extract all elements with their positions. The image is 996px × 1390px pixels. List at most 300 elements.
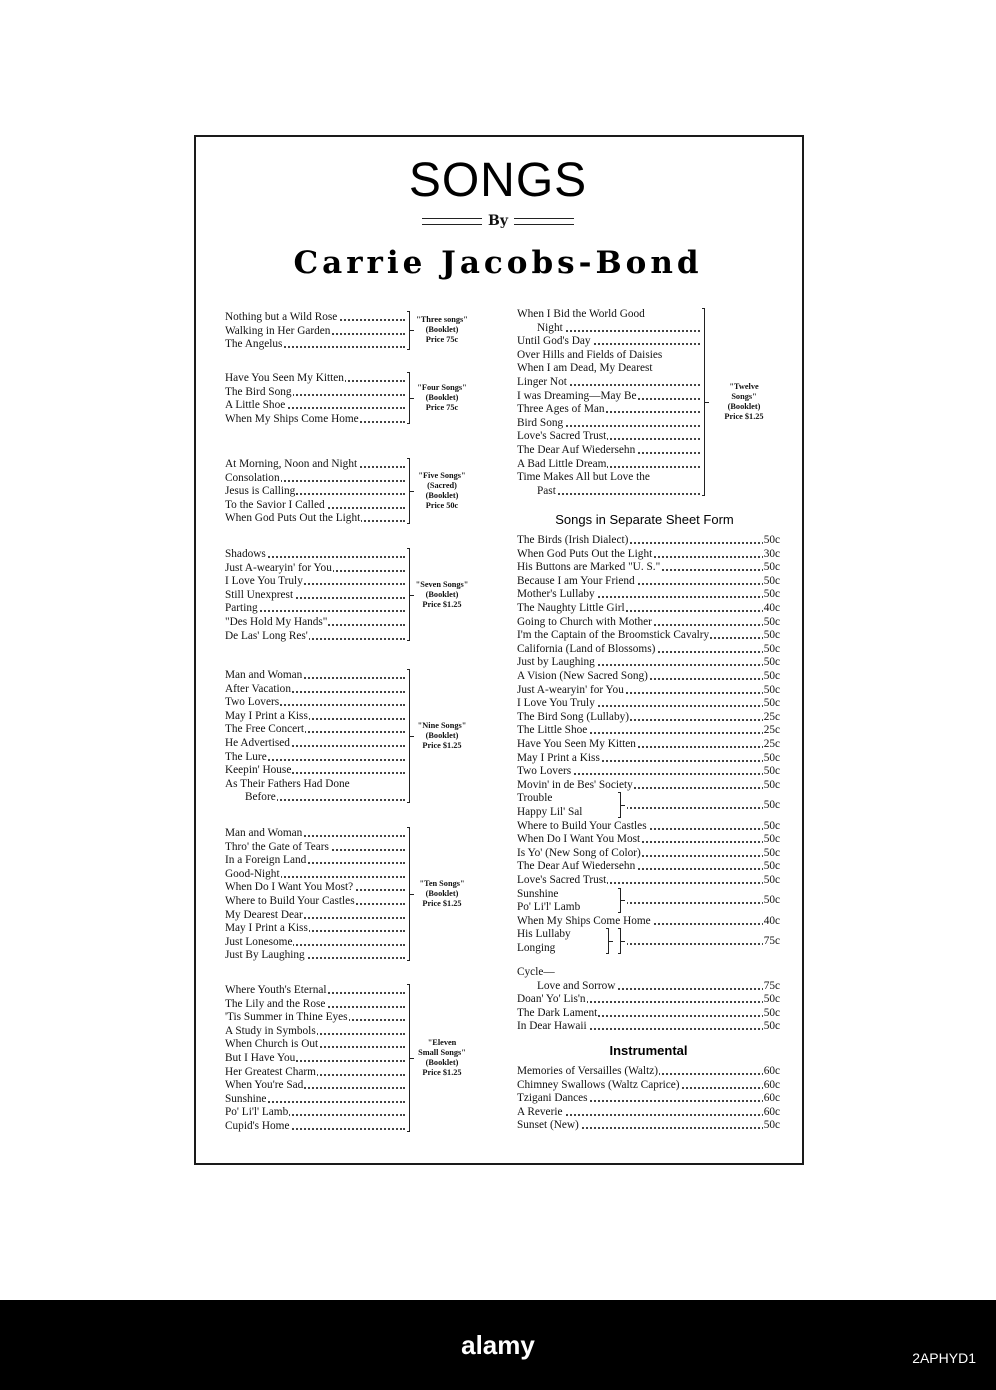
song-item <box>225 948 405 962</box>
booklet-label-line: (Booklet) <box>425 325 459 335</box>
booklet-label-line: (Booklet) <box>425 889 459 898</box>
song-title: Consolation <box>225 471 280 484</box>
song-item <box>225 412 405 426</box>
bracket <box>618 888 621 913</box>
song-title: The Bird Song <box>225 385 292 398</box>
song-item <box>225 983 405 997</box>
song-title: Past <box>537 484 556 497</box>
song-title: The Dark Lament <box>517 1006 598 1019</box>
song-item <box>225 629 405 643</box>
song-title: He Advertised <box>225 737 290 749</box>
song-title: Still Unexprest <box>225 588 294 601</box>
price: 50c <box>763 1119 780 1132</box>
booklet-label <box>397 315 487 345</box>
song-title: Doan' Yo' Lis'n <box>517 993 586 1006</box>
song-title: California (Land of Blossoms) <box>517 642 656 655</box>
song-title: Three Ages of Man <box>517 403 605 416</box>
booklet-label-line: Price $1.25 <box>724 412 764 422</box>
watermark-text: alamy <box>461 1330 535 1360</box>
price: 40c <box>763 602 780 614</box>
booklet-label-line: Price 75c <box>425 403 459 413</box>
song-title: A Vision (New Sacred Song) <box>517 670 648 682</box>
song-item <box>517 683 780 697</box>
song-title: 'Tis Summer in Thine Eyes <box>225 1011 348 1024</box>
song-title: The Dear Auf Wiedersehn <box>517 860 636 873</box>
song-title: De Las' Long Res' <box>225 629 308 642</box>
song-title: Until God's Day <box>517 335 591 348</box>
song-title: Parting <box>225 602 258 615</box>
booklet-label <box>397 1038 487 1078</box>
price: 30c <box>763 547 780 560</box>
song-item <box>225 574 405 588</box>
booklet-label-line: Price 50c <box>425 501 459 510</box>
song-title: Where to Build Your Castles <box>225 895 355 907</box>
song-item <box>225 601 405 615</box>
price: 50c <box>763 819 780 832</box>
booklet-label <box>397 721 487 751</box>
song-title: Keepin' House <box>225 764 292 777</box>
song-item <box>517 375 700 389</box>
song-item <box>225 880 405 894</box>
price: 50c <box>763 561 780 574</box>
price: 50c <box>763 1006 780 1019</box>
song-title: At Morning, Noon and Night <box>225 458 358 470</box>
bracket <box>618 928 621 953</box>
booklet-label-line: Price $1.25 <box>422 899 462 908</box>
song-item <box>225 398 405 412</box>
song-title: In a Foreign Land <box>225 854 307 867</box>
price: 50c <box>763 574 780 587</box>
song-title: When I am Dead, My Dearest <box>517 362 653 375</box>
price: 40c <box>763 914 780 927</box>
song-item <box>517 832 780 846</box>
song-item <box>517 805 607 819</box>
song-item <box>517 710 780 724</box>
song-item <box>517 873 780 887</box>
price: 50c <box>763 629 780 642</box>
song-item <box>517 560 780 574</box>
dot-leader <box>626 943 780 945</box>
song-item <box>517 533 780 547</box>
song-item <box>517 1091 780 1105</box>
song-title: Where to Build Your Castles <box>517 819 647 832</box>
price: 50c <box>763 894 780 907</box>
booklet-label-line: Price $1.25 <box>422 1067 462 1077</box>
booklet-label-line: Price 75c <box>425 335 459 345</box>
booklet-label-line: (Booklet) <box>425 491 459 500</box>
price: 25c <box>763 738 780 750</box>
song-item <box>225 750 405 764</box>
song-item <box>517 696 780 710</box>
song-title: In Dear Hawaii <box>517 1020 587 1033</box>
price: 60c <box>763 1092 780 1105</box>
section-heading: Instrumental <box>609 1043 688 1058</box>
song-title: Po' Li'l' Lamb <box>225 1106 289 1119</box>
song-title <box>626 894 627 906</box>
price: 50c <box>763 534 780 546</box>
shared-price <box>626 934 780 948</box>
song-item <box>225 615 405 629</box>
song-item <box>517 1118 780 1132</box>
song-item <box>225 588 405 602</box>
song-title: When God Puts Out the Light <box>517 547 653 560</box>
song-title: When God Puts Out the Light <box>225 512 361 525</box>
song-title: Sunshine <box>517 887 559 900</box>
song-item <box>517 429 700 443</box>
song-title: Just Lonesome <box>225 935 293 948</box>
song-item <box>517 737 780 751</box>
booklet-label-line: Small Songs" <box>418 1047 466 1057</box>
song-title: As Their Fathers Had Done <box>225 777 350 790</box>
song-title: Have You Seen My Kitten <box>517 738 636 750</box>
song-item <box>517 1078 780 1092</box>
song-item <box>225 471 405 485</box>
song-item <box>225 840 405 854</box>
price: 50c <box>763 874 780 886</box>
dot-leader <box>626 902 780 904</box>
song-item <box>225 894 405 908</box>
song-item <box>537 484 700 498</box>
song-item <box>517 900 607 914</box>
booklet-label-line: "Eleven <box>427 1037 457 1047</box>
song-item <box>517 1064 780 1078</box>
song-title: Walking in Her Garden <box>225 324 331 337</box>
song-item <box>245 790 405 804</box>
song-item <box>225 561 405 575</box>
song-title: Longing <box>517 942 556 954</box>
song-title: Trouble <box>517 792 553 805</box>
song-item <box>225 853 405 867</box>
price: 60c <box>763 1105 780 1118</box>
song-item <box>225 736 405 750</box>
booklet-label <box>699 382 789 422</box>
booklet-label-line: Price $1.25 <box>422 741 462 750</box>
song-item <box>517 1019 780 1033</box>
song-item <box>517 819 780 833</box>
song-item <box>517 348 700 362</box>
decorative-rule <box>514 218 574 225</box>
by-label: By <box>488 213 508 229</box>
song-title: "Des Hold My Hands" <box>225 616 328 628</box>
song-title: Two Lovers <box>517 765 572 778</box>
song-item <box>225 1037 405 1051</box>
song-title: I'm the Captain of the Broomstick Cavalry <box>517 629 710 642</box>
price: 25c <box>763 710 780 723</box>
song-item <box>517 587 780 601</box>
song-title: Good-Night <box>225 867 280 880</box>
song-title: When Church is Out <box>225 1038 319 1051</box>
song-title: Time Makes All but Love the <box>517 471 650 484</box>
booklet-label-line: Songs" <box>731 392 757 402</box>
song-title: When My Ships Come Home <box>517 914 651 927</box>
song-item <box>225 511 405 525</box>
song-title: My Dearest Dear <box>225 908 303 921</box>
song-item <box>225 709 405 723</box>
song-item <box>225 385 405 399</box>
song-item <box>225 484 405 498</box>
song-item <box>517 791 607 805</box>
song-item <box>225 457 405 471</box>
bracket <box>606 928 609 953</box>
shared-price <box>626 893 780 907</box>
price: 50c <box>763 615 780 628</box>
song-item <box>517 941 607 955</box>
song-item <box>225 867 405 881</box>
price: 60c <box>763 1065 780 1077</box>
song-title: I Love You Truly <box>225 575 303 588</box>
cycle-heading: Cycle— <box>517 966 555 978</box>
price: 25c <box>763 724 780 737</box>
song-title: May I Print a Kiss <box>225 922 308 935</box>
song-title <box>626 799 627 811</box>
song-item <box>225 1010 405 1024</box>
song-item <box>225 1024 405 1038</box>
song-item <box>517 751 780 765</box>
booklet-label-line: "Five Songs" <box>418 471 466 480</box>
song-title: But I Have You <box>225 1052 296 1064</box>
song-item <box>225 682 405 696</box>
song-title: Thro' the Gate of Tears <box>225 840 329 853</box>
booklet-label-line: "Three songs" <box>416 315 468 325</box>
song-item <box>517 927 607 941</box>
song-title: A Study in Symbols <box>225 1024 316 1037</box>
song-item <box>517 574 780 588</box>
song-title: Because I am Your Friend <box>517 574 635 587</box>
song-item <box>225 1092 405 1106</box>
song-item <box>225 1105 405 1119</box>
song-item <box>517 1006 780 1020</box>
price: 50c <box>763 846 780 859</box>
song-title: Just By Laughing <box>225 949 305 962</box>
song-title: To the Savior I Called <box>225 498 325 511</box>
price: 60c <box>763 1078 780 1091</box>
booklet-label-line: Price $1.25 <box>422 599 462 609</box>
song-title: Movin' in de Bes' Society <box>517 778 633 791</box>
bracket <box>618 792 621 817</box>
song-item <box>225 498 405 512</box>
booklet-label-line: (Booklet) <box>425 1057 459 1067</box>
song-title: Happy Lil' Sal <box>517 806 583 818</box>
song-title: Linger Not <box>517 376 567 388</box>
song-title: A Reverie <box>517 1105 563 1118</box>
song-item <box>517 416 700 430</box>
song-title: Just A-wearyin' for You <box>517 683 624 696</box>
song-item <box>517 992 780 1006</box>
song-title: Chimney Swallows (Waltz Caprice) <box>517 1078 680 1091</box>
song-item <box>517 628 780 642</box>
song-item <box>225 668 405 682</box>
song-title: The Bird Song (Lullaby) <box>517 710 630 723</box>
song-title: Man and Woman <box>225 827 303 839</box>
song-title: Before <box>245 791 276 804</box>
song-title: May I Print a Kiss <box>225 709 308 722</box>
booklet-label <box>397 580 487 610</box>
image-id: 2APHYD1 <box>912 1350 976 1366</box>
song-title: The Dear Auf Wiedersehn <box>517 444 636 456</box>
price: 50c <box>763 751 780 764</box>
song-title: I was Dreaming—May Be <box>517 389 637 402</box>
song-title <box>626 935 627 947</box>
song-title: Just by Laughing <box>517 656 595 669</box>
song-title: Shadows <box>225 548 266 560</box>
section-heading: Songs in Separate Sheet Form <box>555 512 734 527</box>
song-title: Tzigani Dances <box>517 1092 588 1105</box>
booklet-label-line: (Booklet) <box>727 402 761 412</box>
song-title: After Vacation <box>225 682 291 695</box>
song-item <box>537 321 700 335</box>
song-title: Mother's Lullaby <box>517 588 595 601</box>
decorative-rule <box>422 218 482 225</box>
watermark-banner <box>0 1300 996 1390</box>
song-item <box>517 669 780 683</box>
song-item <box>225 763 405 777</box>
song-item <box>225 371 405 385</box>
booklet-label-line: (Booklet) <box>425 589 459 599</box>
song-item <box>537 979 780 993</box>
song-title: Two Lovers <box>225 696 280 709</box>
song-title: When My Ships Come Home <box>225 412 359 425</box>
song-title: His Buttons are Marked "U. S." <box>517 561 661 574</box>
song-item <box>517 361 700 375</box>
song-title: The Birds (Irish Dialect) <box>517 534 629 546</box>
song-item <box>225 324 405 338</box>
price: 50c <box>763 778 780 791</box>
price: 50c <box>763 765 780 778</box>
song-title: Night <box>537 321 563 334</box>
booklet-label-line: (Booklet) <box>425 393 459 403</box>
song-item <box>225 908 405 922</box>
song-item <box>225 1051 405 1065</box>
booklet-label-line: "Nine Songs" <box>417 721 467 730</box>
price: 50c <box>763 656 780 669</box>
booklet-label-line: (Sacred) <box>427 481 457 490</box>
booklet-label-line: "Four Songs" <box>417 383 467 393</box>
song-item <box>517 334 700 348</box>
song-item <box>225 547 405 561</box>
booklet-label-line: "Twelve <box>729 382 759 392</box>
song-item <box>517 601 780 615</box>
song-title: His Lullaby <box>517 928 571 941</box>
song-title: Love's Sacred Trust <box>517 430 607 443</box>
song-title: When You're Sad <box>225 1079 304 1092</box>
song-title: The Lily and the Rose <box>225 997 326 1010</box>
dot-leader <box>626 807 780 809</box>
song-item <box>517 914 780 928</box>
page-title: SONGS <box>408 154 588 207</box>
song-title: The Naughty Little Girl <box>517 602 625 614</box>
song-title: Her Greatest Charm <box>225 1065 316 1078</box>
song-item <box>225 1065 405 1079</box>
song-title: Nothing but a Wild Rose <box>225 311 338 323</box>
song-title: Cupid's Home <box>225 1120 290 1132</box>
song-title: Love's Sacred Trust <box>517 874 607 886</box>
booklet-label-line: "Ten Songs" <box>419 879 465 888</box>
booklet-label <box>397 879 487 909</box>
song-title: A Bad Little Dream <box>517 457 607 470</box>
price: 50c <box>763 1020 780 1033</box>
price: 50c <box>763 860 780 873</box>
song-title: Have You Seen My Kitten <box>225 372 344 384</box>
song-item <box>517 615 780 629</box>
song-item <box>225 1078 405 1092</box>
song-item <box>517 547 780 561</box>
shared-price <box>626 798 780 812</box>
price: 75c <box>763 979 780 992</box>
song-title: A Little Shoe <box>225 399 286 412</box>
song-title: Sunset (New) <box>517 1119 579 1132</box>
song-title: When Do I Want You Most <box>517 833 641 846</box>
song-title: Going to Church with Mother <box>517 615 652 628</box>
song-item <box>517 457 700 471</box>
song-item <box>517 846 780 860</box>
song-item <box>517 642 780 656</box>
booklet-label-line: (Booklet) <box>425 731 459 740</box>
price: 50c <box>763 993 780 1006</box>
price: 50c <box>763 683 780 696</box>
song-item <box>517 470 700 484</box>
song-item <box>225 921 405 935</box>
price: 50c <box>763 697 780 710</box>
song-item <box>517 859 780 873</box>
price: 75c <box>763 935 780 948</box>
song-title: Over Hills and Fields of Daisies <box>517 348 663 361</box>
booklet-label <box>397 471 487 511</box>
song-title: Sunshine <box>225 1092 267 1105</box>
song-item <box>517 887 607 901</box>
song-item <box>517 764 780 778</box>
song-item <box>517 1105 780 1119</box>
song-item <box>517 655 780 669</box>
song-title: The Angelus <box>225 338 283 351</box>
price: 50c <box>763 588 780 601</box>
price: 50c <box>763 799 780 812</box>
song-title: May I Print a Kiss <box>517 751 600 764</box>
song-item <box>517 778 780 792</box>
song-title: Love and Sorrow <box>537 979 616 992</box>
song-title: Is Yo' (New Song of Color) <box>517 846 641 859</box>
song-item <box>517 402 700 416</box>
song-item <box>517 443 700 457</box>
booklet-label-line: "Seven Songs" <box>415 579 469 589</box>
song-item <box>517 723 780 737</box>
by-line <box>0 212 996 230</box>
song-item <box>225 695 405 709</box>
song-title: I Love You Truly <box>517 697 595 710</box>
song-item <box>225 777 405 791</box>
song-item <box>225 310 405 324</box>
song-title: When I Bid the World Good <box>517 308 645 320</box>
song-item <box>225 997 405 1011</box>
song-title: The Free Concert <box>225 723 305 736</box>
song-title: Man and Woman <box>225 669 303 681</box>
price: 50c <box>763 642 780 655</box>
author-name: Carrie Jacobs-Bond <box>293 245 703 281</box>
song-item <box>517 389 700 403</box>
song-item <box>517 307 700 321</box>
song-item <box>225 1119 405 1133</box>
song-item <box>225 722 405 736</box>
booklet-label <box>397 383 487 413</box>
price: 50c <box>763 833 780 846</box>
song-item <box>225 935 405 949</box>
song-title: Bird Song <box>517 416 564 429</box>
song-title: Where Youth's Eternal <box>225 984 327 996</box>
song-title: The Lure <box>225 750 267 763</box>
song-title: The Little Shoe <box>517 724 588 737</box>
song-item <box>225 826 405 840</box>
song-title: Po' Li'l' Lamb <box>517 901 581 914</box>
song-title: Jesus is Calling <box>225 485 296 498</box>
